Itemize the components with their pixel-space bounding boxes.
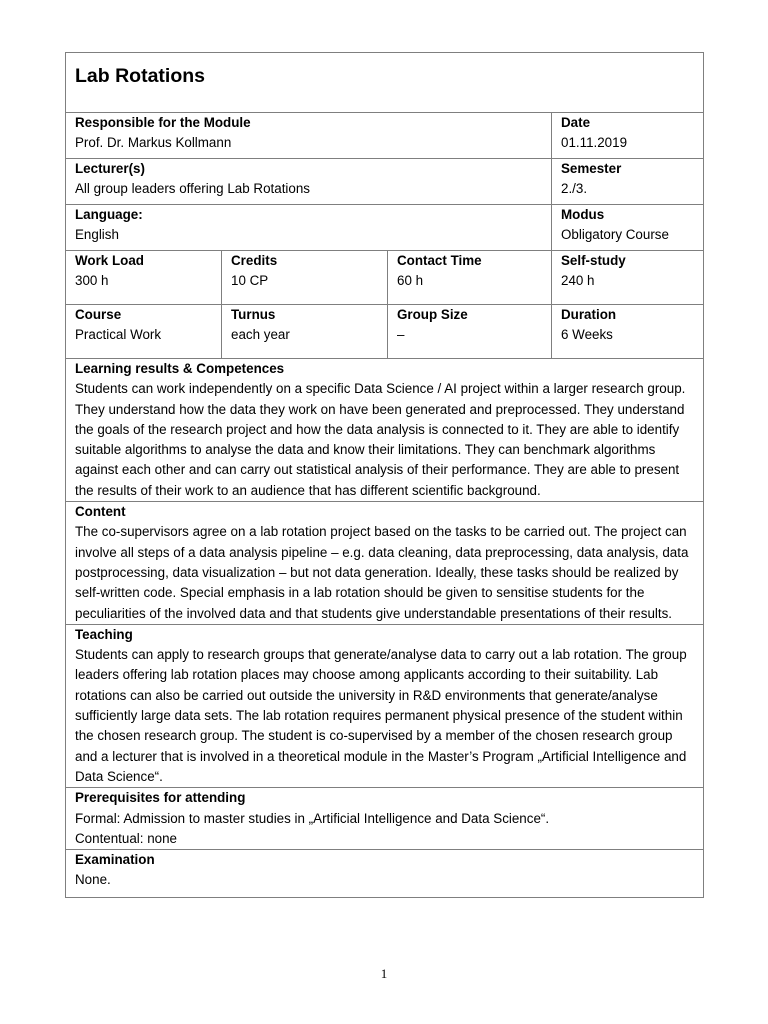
prerequisites-cell — [66, 788, 704, 850]
self-study-label: Self-study — [561, 253, 626, 268]
turnus-value: each year — [231, 327, 290, 343]
prerequisites-label: Prerequisites for attending — [75, 790, 246, 806]
teaching-cell — [66, 624, 704, 787]
page-number: 1 — [380, 966, 388, 981]
work-load-value: 300 h — [75, 273, 109, 289]
lecturer-value: All group leaders offering Lab Rotations — [75, 181, 310, 197]
modus-value: Obligatory Course — [561, 227, 669, 243]
language-value: English — [75, 227, 119, 243]
duration-value: 6 Weeks — [561, 327, 613, 343]
learning-results-text: Students can work independently on a specific Data Science / AI project within a larger research group. They understand how the data they work on have been generated and preprocessed. They understand the goals of the research project and how the data analysis is connected to it. They are able to identify suitable algorithms to analyse the data and know their limitations. They can benchmark algorithms against each other and can carry out statistical analysis of their performance. They are able to present the results of their work to an audience that has different scientific background. — [75, 381, 686, 498]
modus-label: Modus — [561, 207, 605, 222]
semester-label: Semester — [561, 161, 622, 176]
course-cell — [66, 305, 222, 359]
module-description-table — [65, 52, 704, 898]
duration-cell — [552, 305, 704, 359]
title-cell — [66, 53, 704, 113]
group-size-value: – — [397, 327, 405, 343]
learning-results-label: Learning results & Competences — [75, 361, 285, 376]
responsible-value: Prof. Dr. Markus Kollmann — [75, 135, 232, 151]
modus-cell — [552, 205, 704, 251]
date-label: Date — [561, 115, 591, 130]
credits-label: Credits — [231, 253, 278, 268]
credits-cell — [222, 251, 388, 305]
lecturer-cell — [66, 159, 552, 205]
examination-cell — [66, 850, 704, 898]
self-study-cell — [552, 251, 704, 305]
duration-label: Duration — [561, 307, 617, 322]
contact-time-label: Contact Time — [397, 253, 482, 268]
group-size-label: Group Size — [397, 307, 468, 322]
course-value: Practical Work — [75, 327, 162, 343]
date-cell — [552, 113, 704, 159]
responsible-cell — [66, 113, 552, 159]
turnus-label: Turnus — [231, 307, 276, 322]
lecturer-label: Lecturer(s) — [75, 161, 145, 176]
work-load-label: Work Load — [75, 253, 144, 268]
content-label: Content — [75, 504, 126, 520]
examination-label: Examination — [75, 852, 155, 868]
work-load-cell — [66, 251, 222, 305]
prerequisites-contentual: Contentual: none — [75, 830, 177, 846]
credits-value: 10 CP — [231, 273, 269, 289]
group-size-cell — [388, 305, 552, 359]
semester-cell — [552, 159, 704, 205]
responsible-label: Responsible for the Module — [75, 115, 251, 130]
date-value: 01.11.2019 — [561, 135, 628, 151]
language-cell — [66, 205, 552, 251]
turnus-cell — [222, 305, 388, 359]
prerequisites-formal: Formal: Admission to master studies in „Artificial Intelligence and Data Science“. — [75, 810, 550, 826]
contact-time-value: 60 h — [397, 273, 424, 289]
page-title: Lab Rotations — [75, 65, 205, 87]
content-text: The co-supervisors agree on a lab rotation project based on the tasks to be carried out. The project can involve all steps of a data analysis pipeline – e.g. data cleaning, data preprocessing, data analysis, data postprocessing, data visualization – but not data generation. Ideally, these tasks should be realized by self-written code. Special emphasis in a lab rotation should be given to sensitise students for the peculiarities of the involved data and that students give understandable presentations of their results. — [75, 524, 689, 621]
course-label: Course — [75, 307, 122, 322]
semester-value: 2./3. — [561, 181, 588, 197]
content-cell — [66, 502, 704, 625]
learning-results-cell — [66, 359, 704, 502]
teaching-label: Teaching — [75, 626, 133, 642]
contact-time-cell — [388, 251, 552, 305]
self-study-value: 240 h — [561, 273, 595, 289]
language-label: Language: — [75, 207, 143, 222]
examination-text: None. — [75, 872, 111, 888]
teaching-text: Students can apply to research groups that generate/analyse data to carry out a lab rotation. The group leaders offering lab rotation places may choose among applicants according to their suitability. Lab rotations can also be carried out outside the university in R&D environments that generate/analyse sufficiently large data sets. The lab rotation requires permanent physical presence of the student within the chosen research group. The student is co-supervised by a member of the chosen research group and a lecturer that is involved in a theoretical module in the Master’s Program „Artificial Intelligence and Data Science“. — [75, 647, 687, 784]
